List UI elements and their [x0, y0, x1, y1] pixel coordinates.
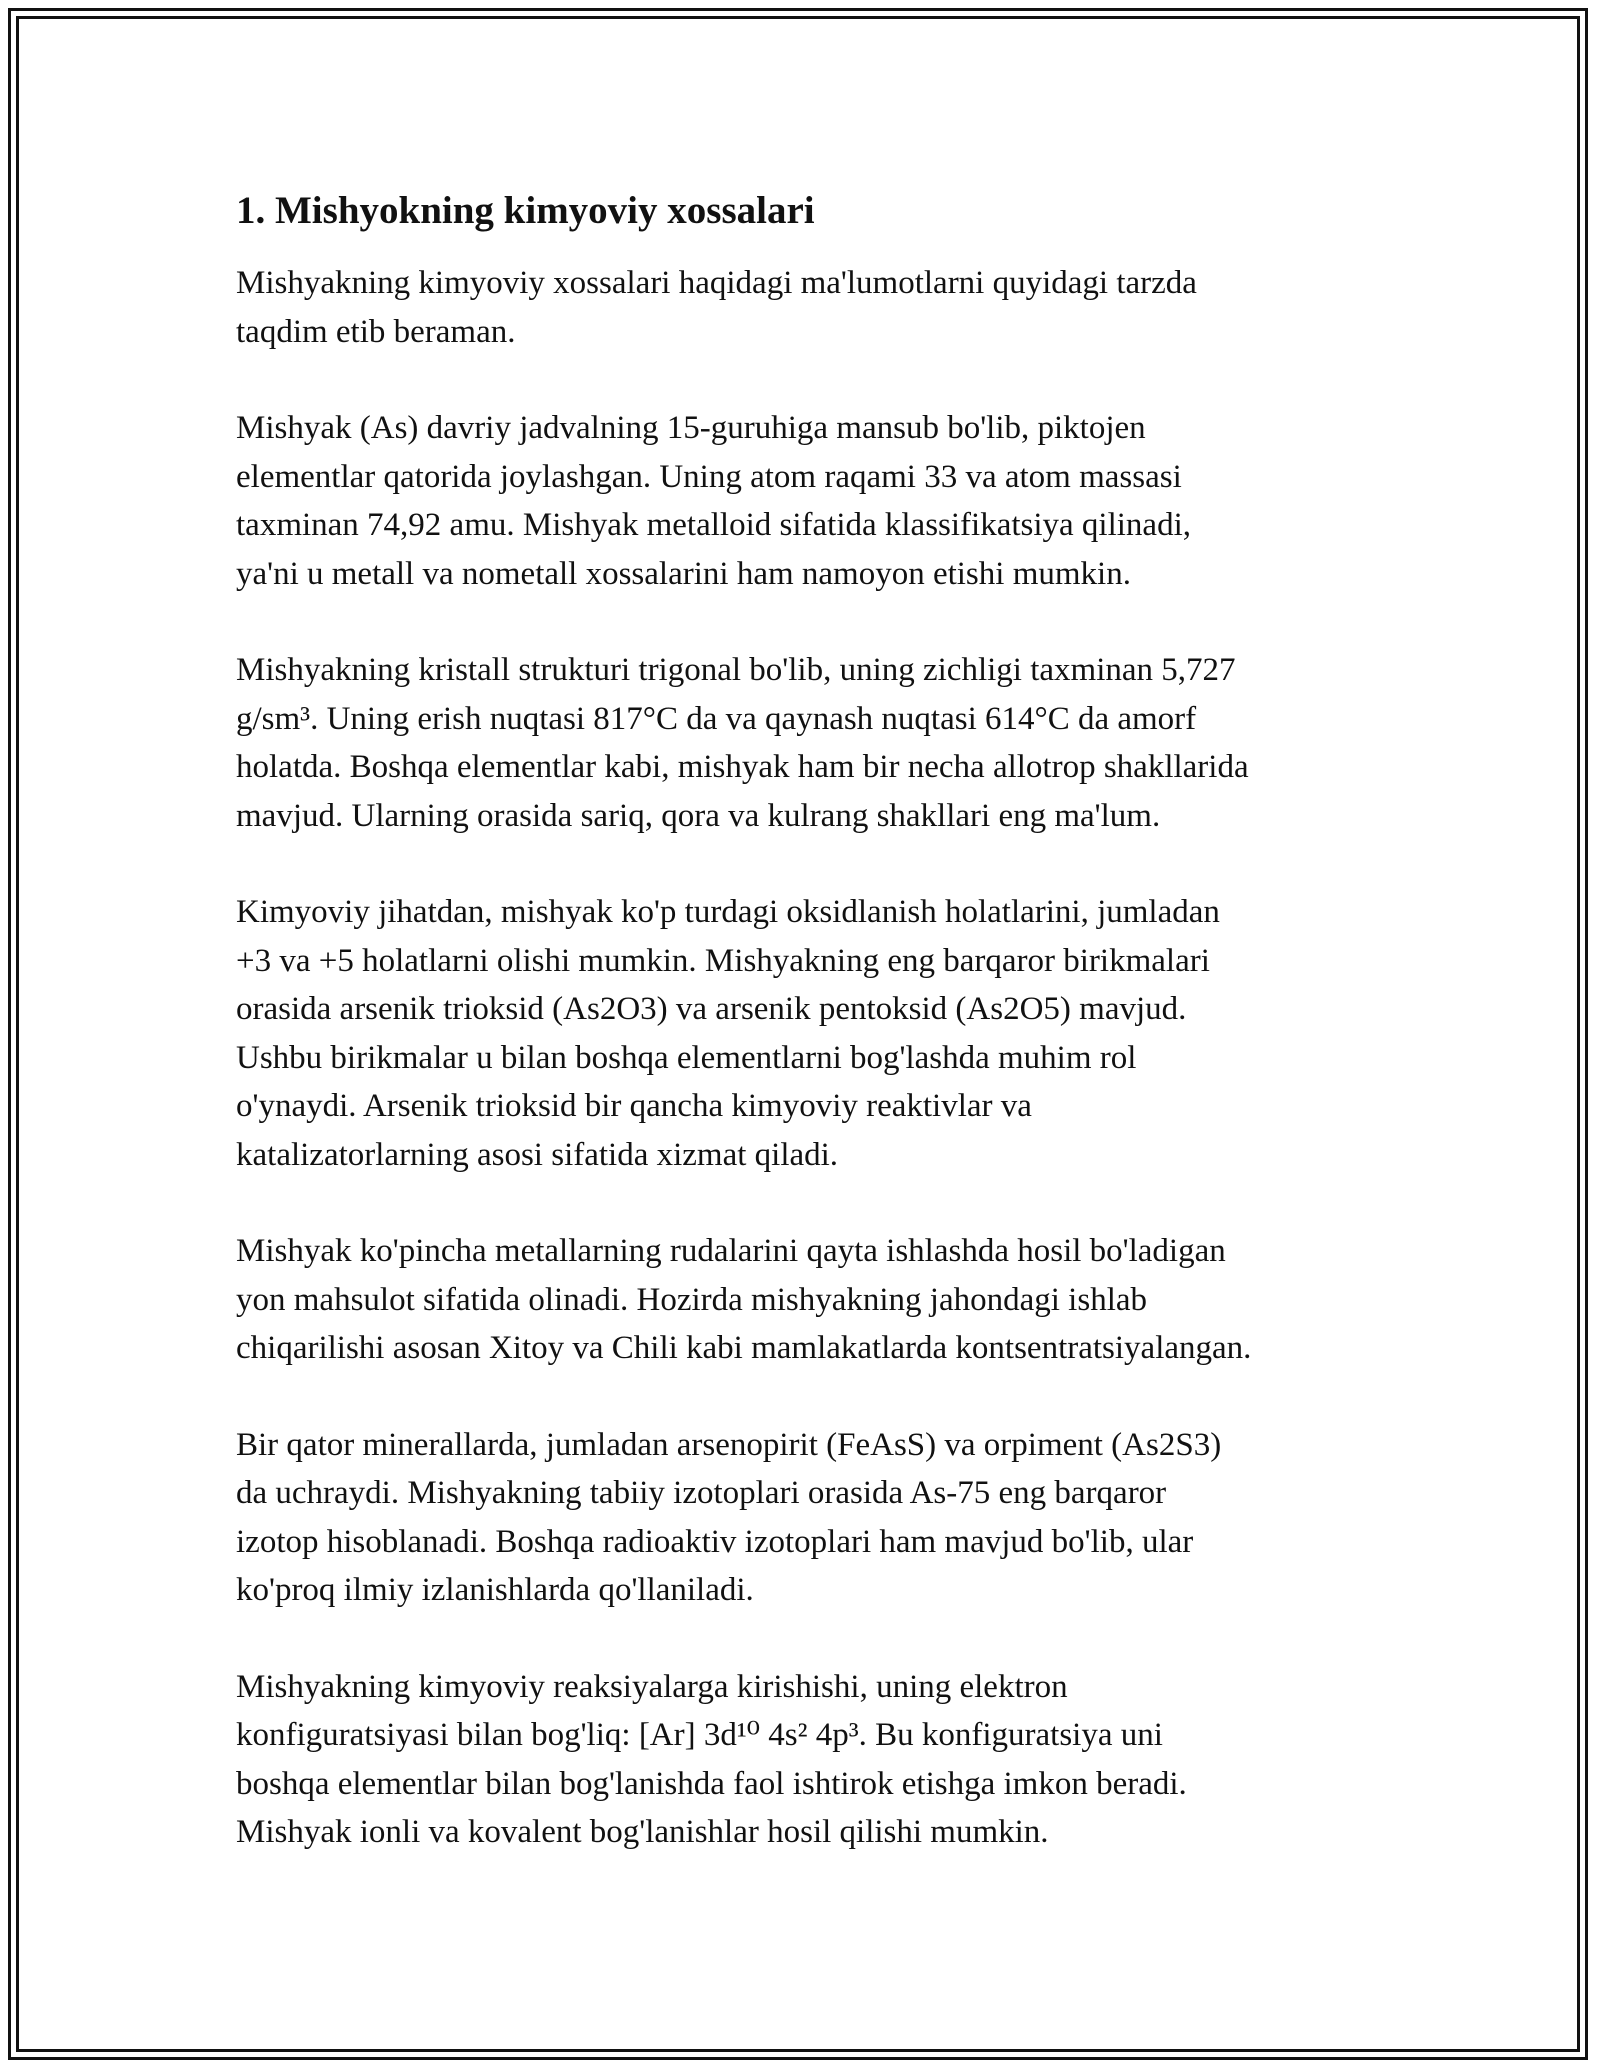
paragraph-line: boshqa elementlar bilan bog'lanishda faol ishtirok etishga imkon beradi.: [236, 1765, 1187, 1802]
paragraph: [236, 1227, 1386, 1373]
paragraph-line: Ushbu birikmalar u bilan boshqa elementlarni bog'lashda muhim rol: [236, 1039, 1137, 1076]
paragraph: [236, 646, 1386, 840]
paragraph-line: katalizatorlarning asosi sifatida xizmat qiladi.: [236, 1136, 839, 1173]
paragraph: [236, 259, 1386, 356]
paragraph-line: elementlar qatorida joylashgan. Uning atom raqami 33 va atom massasi: [236, 458, 1182, 495]
paragraph-line: orasida arsenik trioksid (As2O3) va arsenik pentoksid (As2O5) mavjud.: [236, 991, 1187, 1027]
paragraph-line: Kimyoviy jihatdan, mishyak ko'p turdagi oksidlanish holatlarini, jumladan: [236, 894, 1220, 930]
paragraph-list: [236, 259, 1386, 1857]
paragraph-line: Mishyakning kimyoviy reaksiyalarga kirishishi, uning elektron: [236, 1668, 1068, 1705]
paragraph-line: yon mahsulot sifatida olinadi. Hozirda mishyakning jahondagi ishlab: [236, 1281, 1148, 1318]
paragraph-line: mavjud. Ularning orasida sariq, qora va kulrang shakllari eng ma'lum.: [236, 797, 1161, 834]
section-heading: 1. Mishyokning kimyoviy xossalari: [236, 189, 815, 232]
paragraph-line: Bir qator minerallarda, jumladan arsenopirit (FeAsS) va orpiment (As2S3): [236, 1426, 1222, 1463]
paragraph: [236, 888, 1386, 1179]
paragraph: [236, 404, 1386, 598]
paragraph: [236, 1663, 1386, 1857]
paragraph-line: holatda. Boshqa elementlar kabi, mishyak ham bir necha allotrop shakllarida: [236, 749, 1249, 785]
paragraph-line: Mishyak ionli va kovalent bog'lanishlar hosil qilishi mumkin.: [236, 1814, 1049, 1850]
paragraph-line: ko'proq ilmiy izlanishlarda qo'llaniladi.: [236, 1572, 754, 1608]
paragraph-line: ya'ni u metall va nometall xossalarini ham namoyon etishi mumkin.: [236, 555, 1131, 592]
paragraph-line: o'ynaydi. Arsenik trioksid bir qancha kimyoviy reaktivlar va: [236, 1088, 1032, 1124]
paragraph-line: Mishyak (As) davriy jadvalning 15-guruhiga mansub bo'lib, piktojen: [236, 410, 1146, 446]
paragraph-line: konfiguratsiyasi bilan bog'liq: [Ar] 3d¹⁰ 4s² 4p³. Bu konfiguratsiya uni: [236, 1717, 1163, 1753]
paragraph-line: g/sm³. Uning erish nuqtasi 817°C da va qaynash nuqtasi 614°C da amorf: [236, 700, 1197, 737]
paragraph: [236, 1421, 1386, 1615]
paragraph-line: Mishyak ko'pincha metallarning rudalarini qayta ishlashda hosil bo'ladigan: [236, 1233, 1226, 1269]
paragraph-line: +3 va +5 holatlarni olishi mumkin. Mishyakning eng barqaror birikmalari: [236, 942, 1210, 979]
paragraph-line: Mishyakning kristall strukturi trigonal bo'lib, uning zichligi taxminan 5,727: [236, 652, 1236, 688]
document-body: [236, 185, 1386, 1905]
paragraph-line: izotop hisoblanadi. Boshqa radioaktiv izotoplari ham mavjud bo'lib, ular: [236, 1523, 1194, 1560]
paragraph-line: da uchraydi. Mishyakning tabiiy izotoplari orasida As-75 eng barqaror: [236, 1475, 1167, 1511]
paragraph-line: taqdim etib beraman.: [236, 313, 516, 350]
paragraph-line: taxminan 74,92 amu. Mishyak metalloid sifatida klassifikatsiya qilinadi,: [236, 507, 1192, 543]
paragraph-line: chiqarilishi asosan Xitoy va Chili kabi mamlakatlarda kontsentratsiyalangan.: [236, 1330, 1252, 1366]
paragraph-line: Mishyakning kimyoviy xossalari haqidagi ma'lumotlarni quyidagi tarzda: [236, 265, 1197, 301]
